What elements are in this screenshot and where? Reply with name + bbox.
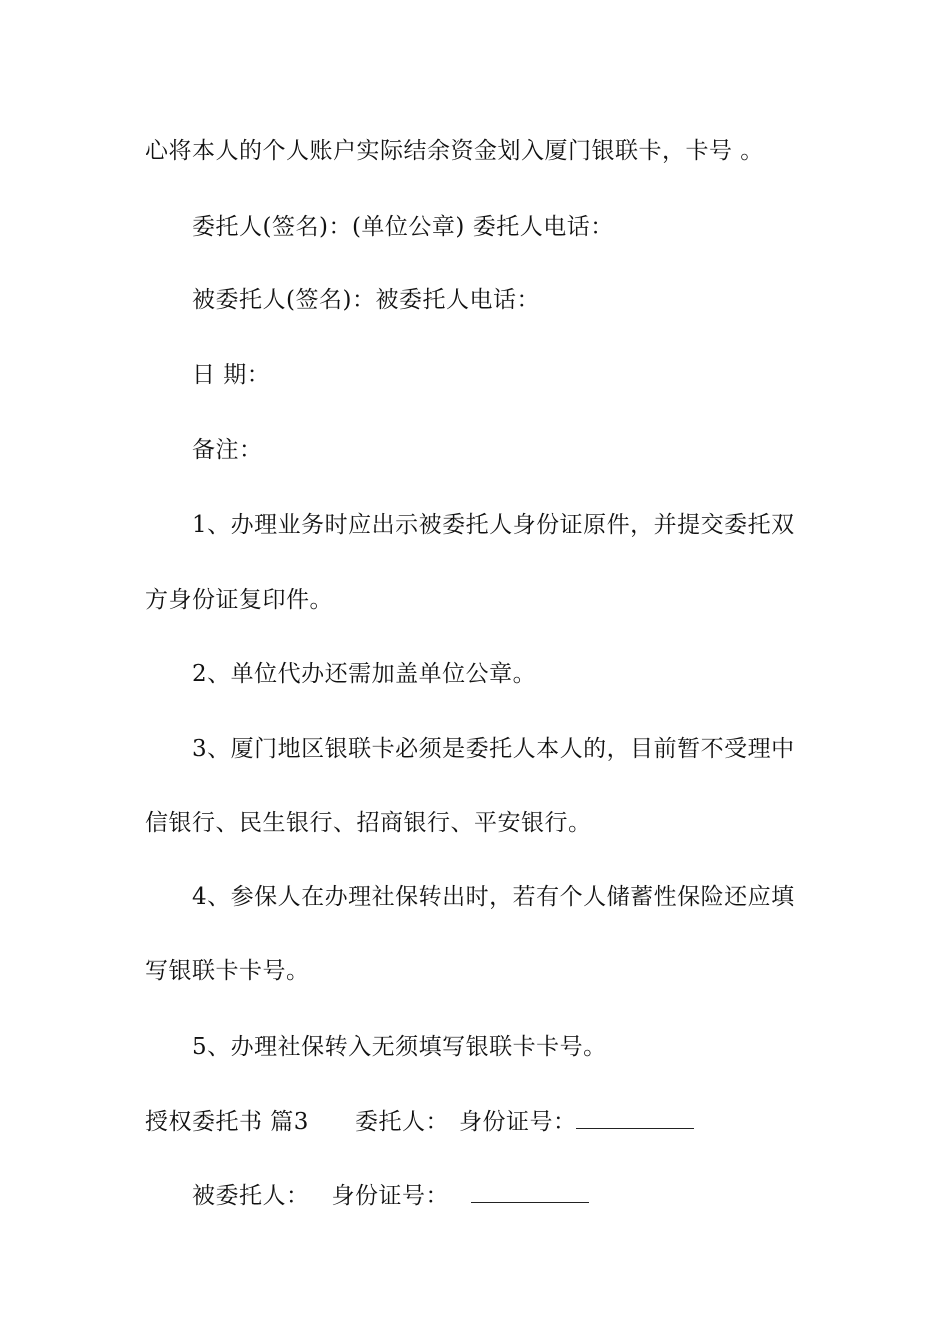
- section-title: 授权委托书 篇3: [145, 1109, 309, 1135]
- agent-label: 被委托人：: [192, 1183, 310, 1209]
- agent-id-label: 身份证号：: [331, 1183, 449, 1209]
- principal-label: 委托人：: [354, 1109, 449, 1135]
- section3-agent-line: [192, 1181, 589, 1211]
- note-4-line-2: 写银联卡卡号。: [145, 958, 310, 984]
- agent-id-blank[interactable]: [471, 1182, 589, 1203]
- note-3-line-2: 信银行、民生银行、招商银行、平安银行。: [145, 810, 592, 836]
- agent-signature-line: 被委托人(签名)：被委托人电话：: [192, 287, 540, 313]
- note-5: 5、办理社保转入无须填写银联卡卡号。: [192, 1034, 607, 1060]
- date-line: 日 期：: [192, 362, 271, 388]
- note-4-line-1: 4、参保人在办理社保转出时，若有个人储蓄性保险还应填: [192, 884, 795, 910]
- note-1-line-2: 方身份证复印件。: [145, 587, 333, 613]
- principal-id-blank[interactable]: [576, 1108, 694, 1129]
- note-2: 2、单位代办还需加盖单位公章。: [192, 661, 537, 687]
- paragraph-line: 心将本人的个人账户实际结余资金划入厦门银联卡，卡号 。: [145, 138, 764, 164]
- note-1-line-1: 1、办理业务时应出示被委托人身份证原件，并提交委托双: [192, 512, 795, 538]
- principal-id-label: 身份证号：: [458, 1109, 577, 1135]
- note-3-line-1: 3、厦门地区银联卡必须是委托人本人的，目前暂不受理中: [192, 736, 795, 762]
- section3-principal-line: [145, 1107, 694, 1137]
- principal-signature-line: 委托人(签名)：(单位公章) 委托人电话：: [192, 214, 614, 240]
- notes-heading: 备注：: [192, 437, 263, 463]
